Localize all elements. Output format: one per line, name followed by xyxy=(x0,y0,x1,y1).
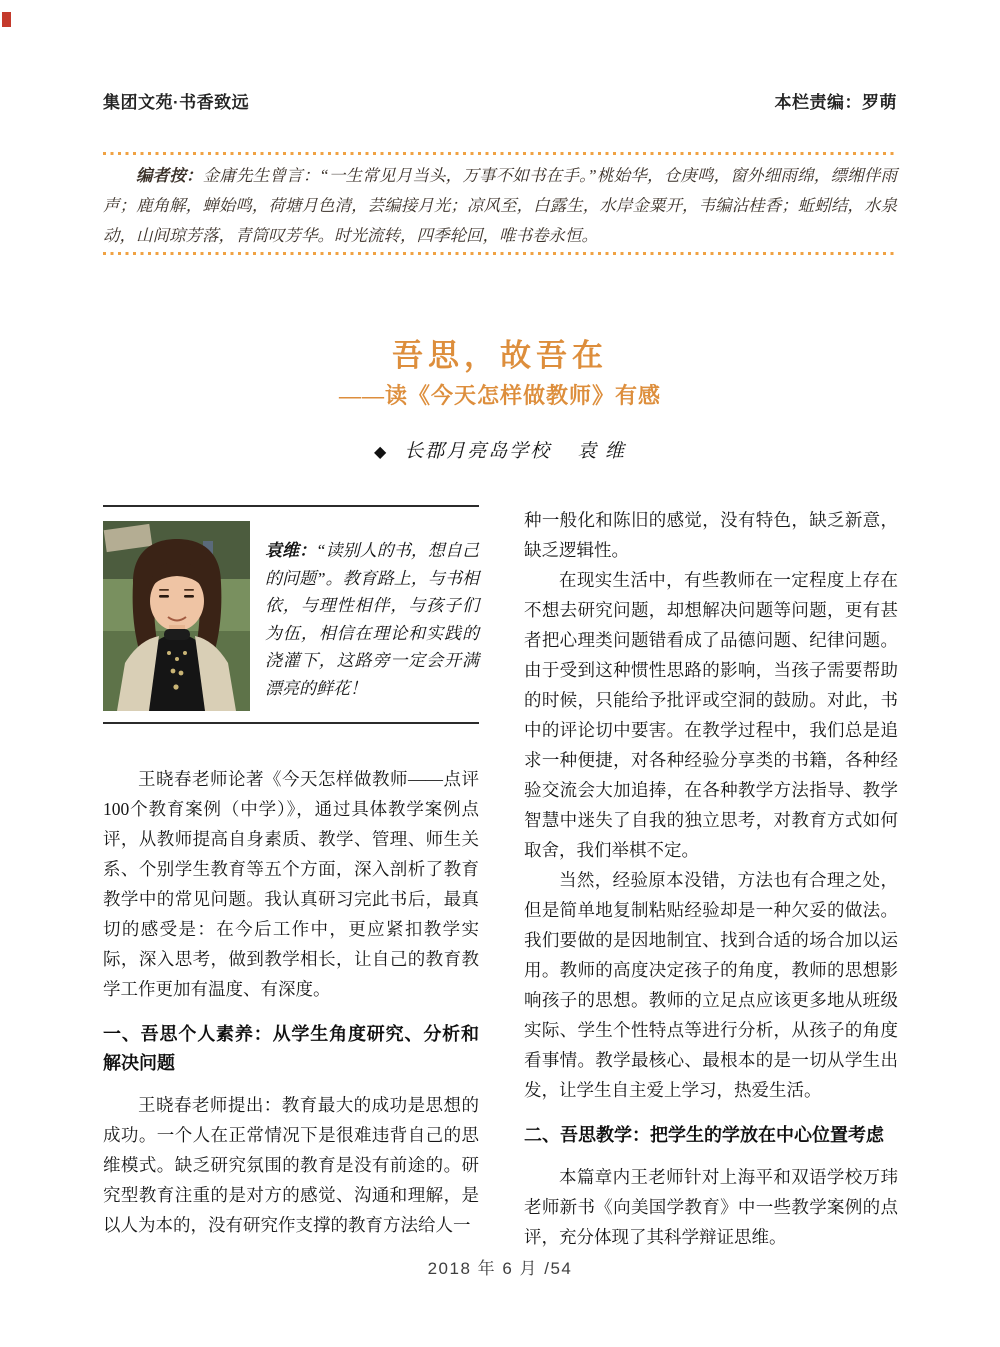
section-heading: 一、吾思个人素养：从学生角度研究、分析和解决问题 xyxy=(103,1024,479,1073)
article-subtitle: ——读《今天怎样做教师》有感 xyxy=(338,383,661,408)
editor-note-text xyxy=(103,161,897,251)
diamond-icon: ◆ xyxy=(373,444,389,461)
byline xyxy=(0,436,1000,463)
author-intro-text: “读别人的书，想自己的问题”。教育路上，与书相依，与理性相伴，与孩子们为伍，相信在理论和实践的浇灌下，这路旁一定会开满漂亮的鲜花！ xyxy=(265,541,479,698)
column-title: 集团文苑·书香致远 xyxy=(103,93,250,112)
article-title: 吾思，故吾在 xyxy=(392,338,608,373)
body-paragraph: 本篇章内王老师针对上海平和双语学校万玮老师新书《向美国学教育》中一些教学案例的点评，充分体现了其科学辩证思维。 xyxy=(524,1167,898,1247)
author-photo xyxy=(103,521,250,711)
editor-note-body: 金庸先生曾言：“一生常见月当头，万事不如书在手。”桃始华，仓庚鸣，窗外细雨绵，缥缃伴雨声；鹿角解，蝉始鸣，荷塘月色清，芸编接月光；凉风至，白露生，水岸金粟开，韦编沾桂香；蚯蚓结，水泉动，山间琼芳落，青筒叹芳华。时光流转，四季轮回，唯书卷永恒。 xyxy=(103,166,897,245)
byline-author-name: 袁 维 xyxy=(577,441,627,462)
editor-note xyxy=(103,161,897,251)
dotted-rule-top xyxy=(103,152,897,155)
body-paragraph: 在现实生活中，有些教师在一定程度上存在不想去研究问题，却想解决问题等问题，更有甚者把心理类问题错看成了品德问题、纪律问题。由于受到这种惯性思路的影响，当孩子需要帮助的时候，只能给予批评或空洞的鼓励。对此，书中的评论切中要害。在教学过程中，我们总是追求一种便捷，对各种经验分享类的书籍，各种经验交流会大加追捧，在各种教学方法指导、教学智慧中迷失了自我的独立思考，对教育方式如何取舍，我们举棋不定。 xyxy=(524,570,898,860)
dotted-rule-bottom xyxy=(103,252,897,255)
body-paragraph: 当然，经验原本没错，方法也有合理之处，但是简单地复制粘贴经验却是一种欠妥的做法。我们要做的是因地制宜、找到合适的场合加以运用。教师的高度决定孩子的角度，教师的思想影响孩子的思想。教师的立足点应该更多地从班级实际、学生个性特点等进行分析，从孩子的角度看事情。教学最核心、最根本的是一切从学生出发，让学生自主爱上学习，热爱生活。 xyxy=(524,870,898,1100)
author-profile-box xyxy=(103,505,479,724)
author-intro-name: 袁维： xyxy=(265,541,317,560)
page-corner-mark xyxy=(2,12,11,27)
body-paragraph: 王晓春老师提出：教育最大的成功是思想的成功。一个人在正常情况下是很难违背自己的思维模式。缺乏研究氛围的教育是没有前途的。研究型教育注重的是对方的感觉、沟通和理解，是以人为本的，没有研究作支撑的教育方法给人一 xyxy=(103,1095,479,1235)
page-footer: 2018 年 6 月 /54 xyxy=(427,1259,573,1278)
body-paragraph: 种一般化和陈旧的感觉，没有特色，缺乏新意，缺乏逻辑性。 xyxy=(524,510,898,560)
body-paragraph: 王晓春老师论著《今天怎样做教师——点评100个教育案例（中学）》，通过具体教学案例点评，从教师提高自身素质、教学、管理、师生关系、个别学生教育等五个方面，深入剖析了教育教学中的常见问题。我认真研习完此书后，最真切的感受是：在今后工作中，更应紧扣教学实际，深入思考，做到教学相长，让自己的教育教学工作更加有温度、有深度。 xyxy=(103,769,479,999)
column-editor: 本栏责编：罗萌 xyxy=(774,93,897,112)
author-intro xyxy=(265,521,479,702)
editor-note-label: 编者按： xyxy=(136,166,203,185)
left-column-text xyxy=(103,764,479,1240)
left-column xyxy=(103,505,479,1240)
page-header xyxy=(103,88,897,113)
section-heading: 二、吾思教学：把学生的学放在中心位置考虑 xyxy=(524,1125,884,1145)
right-column xyxy=(524,505,898,1252)
right-column-text xyxy=(524,505,898,1252)
byline-affiliation: 长郡月亮岛学校 xyxy=(404,441,552,462)
